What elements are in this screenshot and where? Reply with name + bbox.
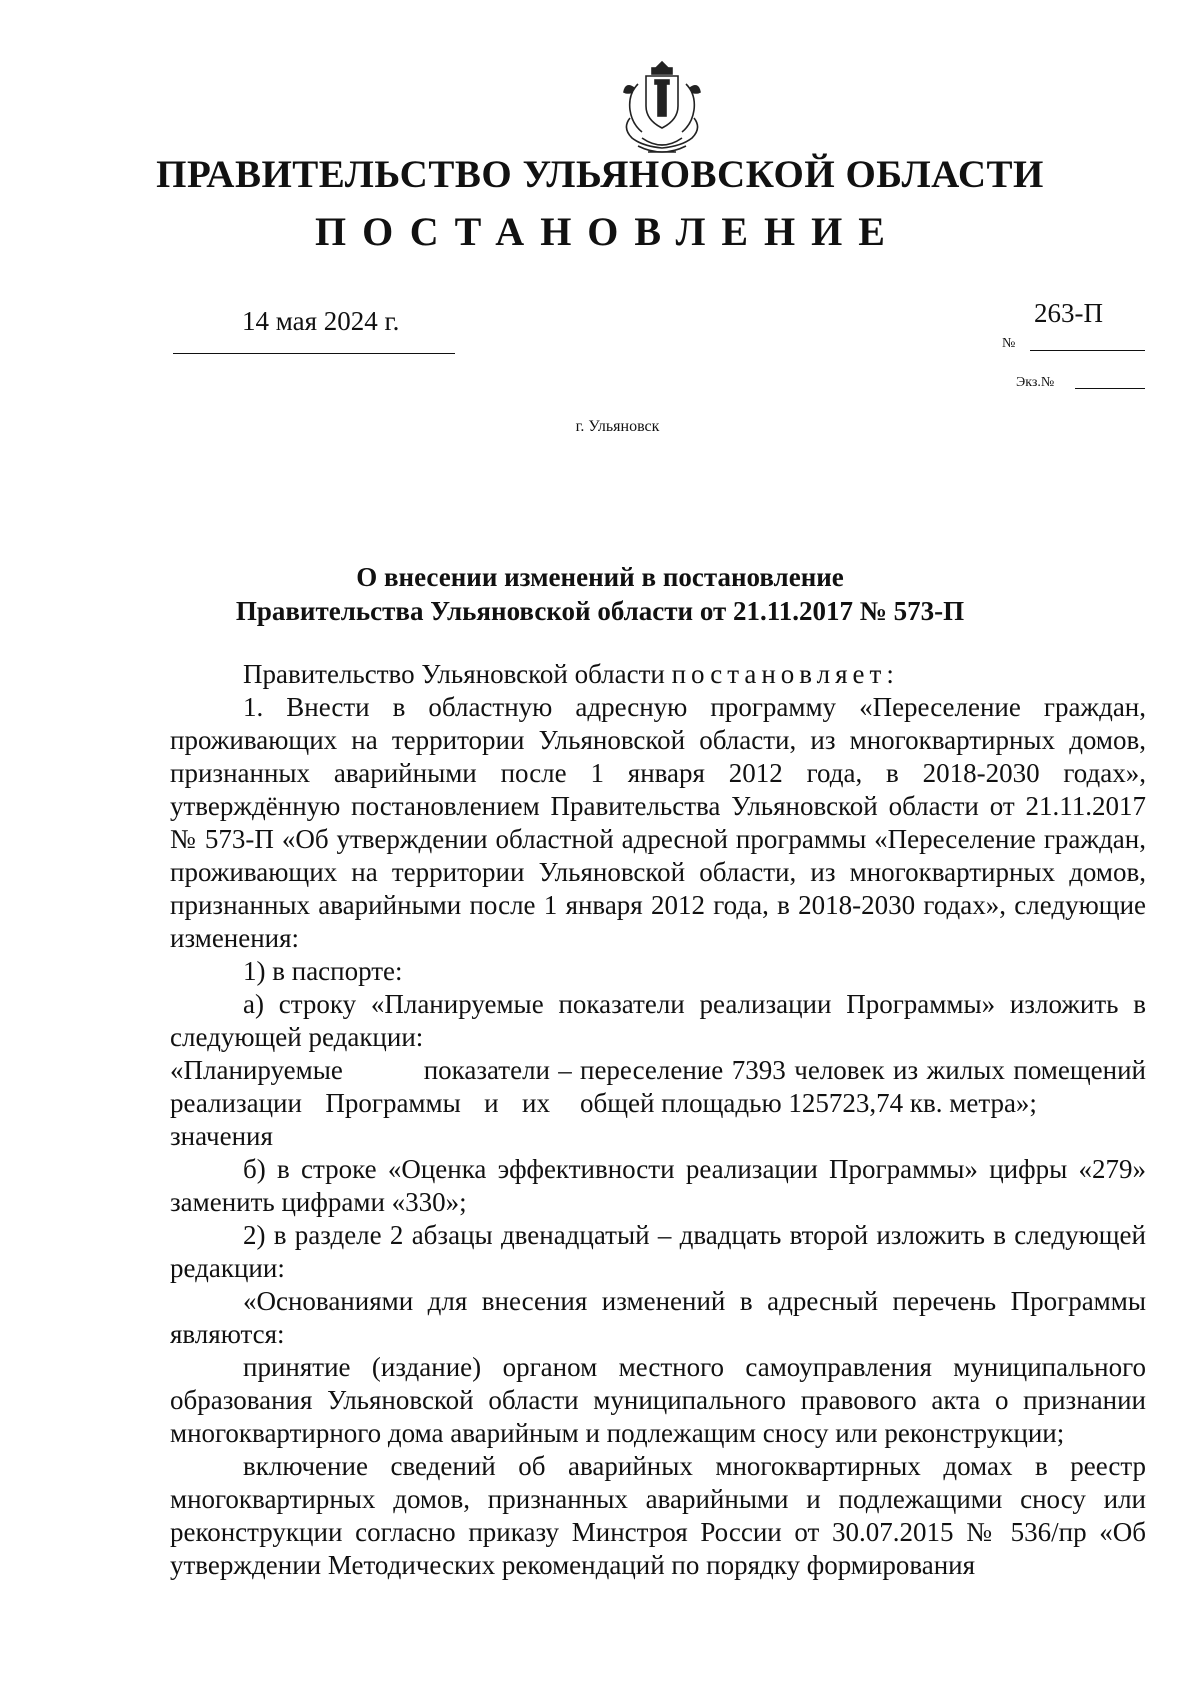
coat-of-arms-emblem [608, 58, 716, 160]
intro-paragraph [170, 658, 1146, 691]
document-subject [0, 560, 1200, 628]
copy-number-label: Экз.№ [1016, 375, 1055, 390]
passport-row [170, 1054, 1146, 1153]
passport-row-value: переселение 7393 человек из жилых помещений общей площадью 125723,74 кв. метра»; [580, 1055, 1146, 1118]
document-body [170, 658, 1146, 1582]
city-label: г. Ульяновск [575, 418, 660, 435]
paragraph-passport-a: а) строку «Планируемые показатели реализации Программы» изложить в следующей редакции: [170, 989, 1146, 1052]
date-underline [173, 353, 455, 354]
document-date: 14 мая 2024 г. [242, 306, 400, 336]
paragraph-grounds: «Основаниями для внесения изменений в адресный перечень Программы являются: [170, 1286, 1146, 1349]
subject-line-1: О внесении изменений в постановление [356, 562, 844, 592]
paragraph-passport: 1) в паспорте: [243, 956, 403, 986]
paragraph-adoption: принятие (издание) органом местного самоуправления муниципального образования Ульяновской области муниципального правового акта о признании многоквартирного дома аварийным и подлежащим сносу или реконструкции; [170, 1352, 1146, 1448]
copy-number-underline [1075, 388, 1145, 389]
passport-row-dash: – [558, 1055, 572, 1085]
paragraph-1: 1. Внести в областную адресную программу «Переселение граждан, проживающих на территории Ульяновской области, из многоквартирных домов, признанных аварийными после 1 января 2012 года, в 2018-2030 годах», утверждённую постановлением Правительства Ульяновской области от 21.11.2017 № 573-П «Об утверждении областной адресной программы «Переселение граждан, проживающих на территории Ульяновской области, из многоквартирных домов, признанных аварийными после 1 января 2012 года, в 2018-2030 годах», следующие изменения: [170, 692, 1146, 953]
intro-decree-word: постановляет: [671, 659, 899, 689]
number-label: № [1002, 336, 1016, 351]
paragraph-registry: включение сведений об аварийных многоквартирных домах в реестр многоквартирных домов, признанных аварийными и подлежащими сносу или реконструкции согласно приказу Минстроя России от 30.07.2015 № 536/пр «Об утверждении Методических рекомендаций по порядку формирования [170, 1451, 1146, 1580]
paragraph-section-2: 2) в разделе 2 абзацы двенадцатый – двадцать второй изложить в следующей редакции: [170, 1220, 1146, 1283]
organization-title: ПРАВИТЕЛЬСТВО УЛЬЯНОВСКОЙ ОБЛАСТИ [156, 153, 1044, 196]
paragraph-passport-b: б) в строке «Оценка эффективности реализации Программы» цифры «279» заменить цифрами «330»; [170, 1154, 1146, 1217]
subject-line-2: Правительства Ульяновской области от 21.11.2017 № 573-П [235, 596, 965, 626]
document-number: 263-П [1034, 298, 1103, 328]
document-type-title: ПОСТАНОВЛЕНИЕ [315, 209, 901, 254]
intro-prefix: Правительство Ульяновской области [243, 659, 672, 689]
passport-row-label: «Планируемые показатели реализации Программы и их значения [170, 1055, 550, 1151]
number-underline [1030, 350, 1145, 351]
